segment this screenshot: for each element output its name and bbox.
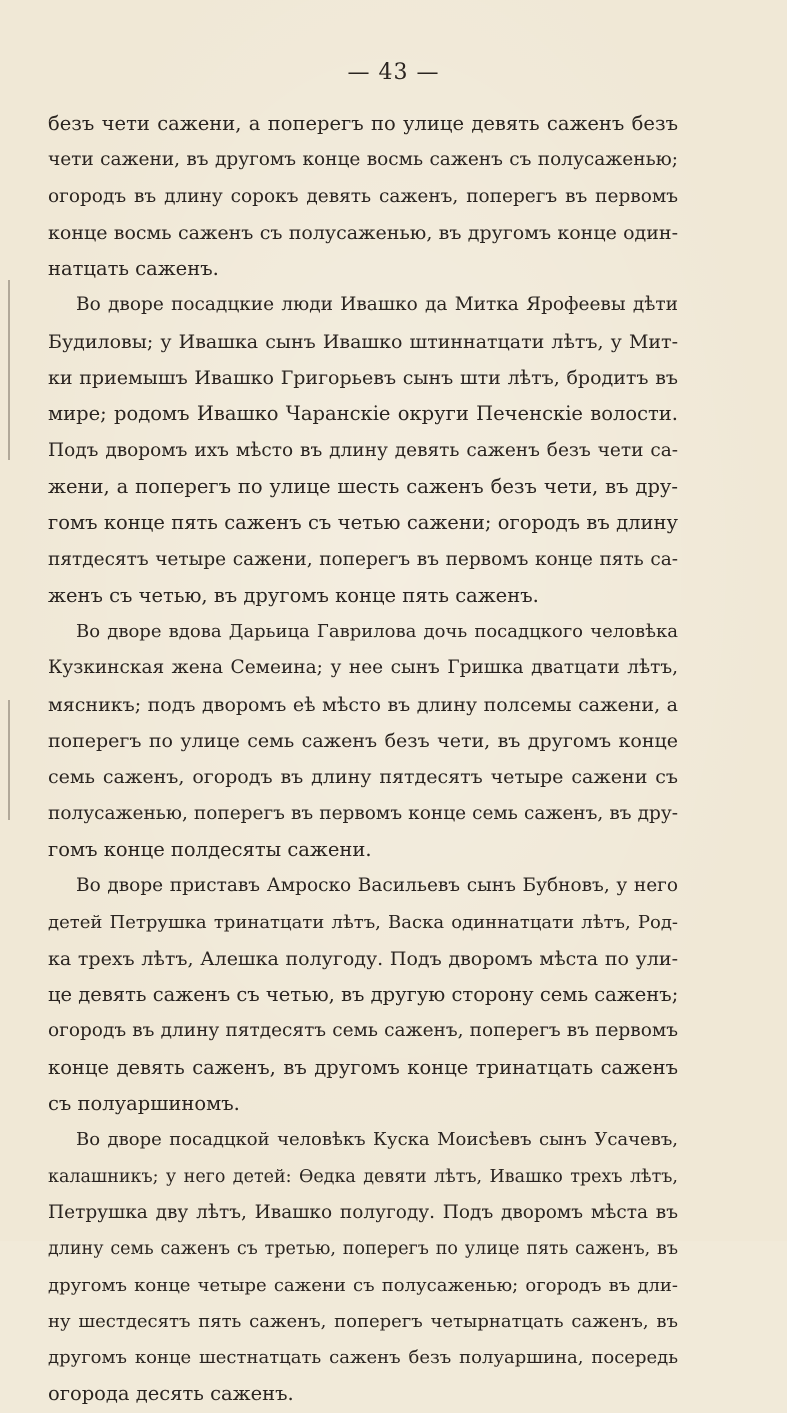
text-line: мире; родомъ Ивашко Чаранскіе округи Печенскіе волости.	[48, 402, 678, 426]
text-line: пятдесятъ четыре сажени, поперегъ въ первомъ конце пять са-	[48, 548, 678, 570]
text-line: огородъ въ длину пятдесятъ семь саженъ, поперегъ въ первомъ	[48, 1020, 678, 1042]
text-line: Подъ дворомъ ихъ мѣсто въ длину девять саженъ безъ чети са-	[48, 439, 678, 461]
text-line: ки приемышъ Ивашко Григорьевъ сынъ шти лѣтъ, бродитъ въ	[48, 367, 678, 390]
text-line: полусаженью, поперегъ въ первомъ конце семь саженъ, въ дру-	[48, 802, 678, 824]
text-line: Во дворе вдова Дарьица Гаврилова дочь посадцкого человѣка	[76, 621, 678, 643]
text-line: ка трехъ лѣтъ, Алешка полугоду. Подъ дворомъ мѣста по ули-	[48, 947, 678, 970]
text-line: натцать саженъ.	[48, 257, 219, 281]
text-line: Будиловы; у Ивашка сынъ Ивашко штиннатцати лѣтъ, у Мит-	[48, 330, 678, 353]
text-line: огорода десять саженъ.	[48, 1382, 294, 1406]
page-edge-shadow	[8, 700, 10, 820]
text-line: съ полуаршиномъ.	[48, 1092, 240, 1116]
text-line: чети сажени, въ другомъ конце восмь саженъ съ полусаженью;	[48, 149, 678, 171]
text-line: поперегъ по улице семь саженъ безъ чети, въ другомъ конце	[48, 730, 678, 753]
text-line: Во дворе приставъ Амроско Васильевъ сынъ Бубновъ, у него	[76, 875, 678, 897]
text-line: длину семь саженъ съ третью, поперегъ по улице пять саженъ, въ	[48, 1239, 678, 1260]
text-line: жени, а поперегъ по улице шесть саженъ безъ чети, въ дру-	[48, 474, 678, 498]
text-line: Во дворе посадцкие люди Ивашко да Митка Ярофеевы дѣти	[76, 294, 678, 316]
body-text	[48, 106, 678, 1413]
text-line: женъ съ четью, въ другомъ конце пять саженъ.	[48, 583, 539, 607]
text-line: калашникъ; у него детей: Ѳедка девяти лѣтъ, Ивашко трехъ лѣтъ,	[48, 1166, 678, 1187]
text-line: мясникъ; подъ дворомъ еѣ мѣсто въ длину полсемы сажени, а	[48, 693, 678, 716]
text-line: семь саженъ, огородъ въ длину пятдесятъ четыре сажени съ	[48, 766, 678, 789]
text-line: конце восмь саженъ съ полусаженью, въ другомъ конце один-	[48, 221, 678, 244]
text-line: Кузкинская жена Семеина; у нее сынъ Гришка дватцати лѣтъ,	[48, 657, 678, 679]
text-line: гомъ конце пять саженъ съ четью сажени; огородъ въ длину	[48, 511, 678, 535]
text-line: це девять саженъ съ четью, въ другую сторону семь саженъ;	[48, 983, 678, 1007]
page-number: — 43 —	[347, 60, 440, 85]
text-line: другомъ конце шестнатцать саженъ безъ полуаршина, посередь	[48, 1347, 678, 1369]
text-line: конце девять саженъ, въ другомъ конце тринатцать саженъ	[48, 1055, 678, 1079]
text-line: ну шестдесятъ пять саженъ, поперегъ четырнатцать саженъ, въ	[48, 1310, 678, 1332]
text-line: другомъ конце четыре сажени съ полусаженью; огородъ въ дли-	[48, 1274, 678, 1296]
text-line: Петрушка дву лѣтъ, Ивашко полугоду. Подъ дворомъ мѣста въ	[48, 1201, 678, 1223]
text-line: Во дворе посадцкой человѣкъ Куска Моисѣевъ сынъ Усачевъ,	[76, 1129, 678, 1151]
text-line: детей Петрушка тринатцати лѣтъ, Васка одиннатцати лѣтъ, Род-	[48, 911, 678, 933]
text-line: гомъ конце полдесяты сажени.	[48, 837, 372, 861]
text-line: огородъ въ длину сорокъ девять саженъ, поперегъ въ первомъ	[48, 185, 678, 207]
text-line: безъ чети сажени, а поперегъ по улице девять саженъ безъ	[48, 112, 678, 135]
page-edge-shadow	[8, 280, 10, 460]
